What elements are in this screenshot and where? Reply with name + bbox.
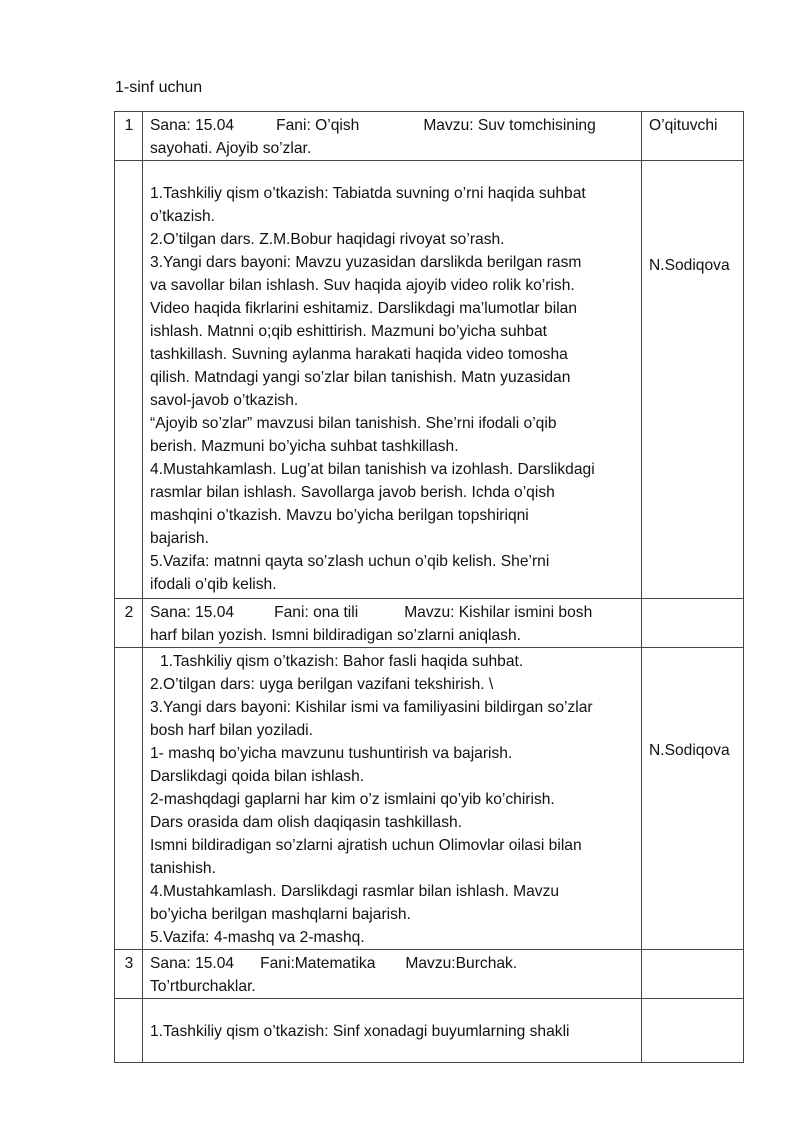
teacher-cell — [642, 648, 744, 950]
lesson-header — [143, 112, 642, 161]
empty-cell — [115, 161, 143, 599]
lesson-plan-table — [114, 111, 744, 1063]
lesson-3-header-row — [115, 950, 744, 999]
lesson-subject: Fani: O’qish — [276, 117, 360, 134]
content-line: “Ajoyib so’zlar” mavzusi bilan tanishish. She’rni ifodali o’qib — [150, 415, 557, 432]
lesson-content — [143, 161, 642, 599]
content-line: va savollar bilan ishlash. Suv haqida ajoyib video rolik ko’rish. — [150, 277, 575, 294]
empty-cell — [115, 999, 143, 1063]
content-line: 1.Tashkiliy qism o’tkazish: Tabiatda suvning o’rni haqida suhbat — [150, 185, 586, 202]
lesson-topic: Mavzu: Suv tomchisining — [423, 117, 596, 134]
content-line: 3.Yangi dars bayoni: Kishilar ismi va familiyasini bildirgan so’zlar — [150, 699, 593, 716]
lesson-header-line — [150, 601, 635, 624]
content-line: qilish. Matndagi yangi so’zlar bilan tanishish. Matn yuzasidan — [150, 369, 571, 386]
content-line: tanishish. — [150, 860, 216, 877]
content-line: 1.Tashkiliy qism o’tkazish: Sinf xonadagi buyumlarning shakli — [150, 1023, 570, 1040]
lesson-2-header-row — [115, 599, 744, 648]
teacher-header: O’qituvchi — [642, 112, 744, 161]
lesson-3-content-row — [115, 999, 744, 1063]
content-line: 1.Tashkiliy qism o’tkazish: Bahor fasli haqida suhbat. — [160, 653, 524, 670]
content-line: mashqini o’tkazish. Mavzu bo’yicha berilgan topshiriqni — [150, 507, 529, 524]
content-line: 5.Vazifa: 4-mashq va 2-mashq. — [150, 929, 365, 946]
content-line: 2.O’tilgan dars. Z.M.Bobur haqidagi rivoyat so’rash. — [150, 231, 505, 248]
teacher-name: N.Sodiqova — [649, 742, 730, 759]
lesson-number: 1 — [115, 112, 143, 161]
content-line: berish. Mazmuni bo’yicha suhbat tashkillash. — [150, 438, 459, 455]
lesson-content — [143, 648, 642, 950]
teacher-name: N.Sodiqova — [649, 257, 730, 274]
content-line: Darslikdagi qoida bilan ishlash. — [150, 768, 365, 785]
lesson-topic: Mavzu:Burchak. — [405, 955, 518, 972]
lesson-topic-continued: harf bilan yozish. Ismni bildiradigan so’zlarni aniqlash. — [150, 627, 521, 644]
lesson-header-line — [150, 952, 635, 975]
content-line: ifodali o’qib kelish. — [150, 576, 277, 593]
lesson-date: Sana: 15.04 — [150, 604, 235, 621]
empty-cell — [642, 950, 744, 999]
lesson-content — [143, 999, 642, 1063]
content-line: tashkillash. Suvning aylanma harakati haqida video tomosha — [150, 346, 568, 363]
content-line: 4.Mustahkamlash. Darslikdagi rasmlar bilan ishlash. Mavzu — [150, 883, 560, 900]
lesson-topic-continued: To’rtburchaklar. — [150, 978, 256, 995]
content-line: bosh harf bilan yoziladi. — [150, 722, 313, 739]
lesson-1-content-row — [115, 161, 744, 599]
content-line: Video haqida fikrlarini eshitamiz. Darslikdagi ma’lumotlar bilan — [150, 300, 578, 317]
content-line: Dars orasida dam olish daqiqasin tashkillash. — [150, 814, 463, 831]
document-title: 1-sinf uchun — [115, 79, 203, 96]
lesson-subject: Fani: ona tili — [274, 604, 359, 621]
empty-cell — [642, 599, 744, 648]
lesson-topic: Mavzu: Kishilar ismini bosh — [404, 604, 593, 621]
content-line: 3.Yangi dars bayoni: Mavzu yuzasidan darslikda berilgan rasm — [150, 254, 582, 271]
content-line: Ismni bildiradigan so’zlarni ajratish uchun Olimovlar oilasi bilan — [150, 837, 582, 854]
content-line: 1- mashq bo’yicha mavzunu tushuntirish va bajarish. — [150, 745, 513, 762]
lesson-date: Sana: 15.04 — [150, 117, 235, 134]
lesson-1-header-row — [115, 112, 744, 161]
content-line: bo’yicha berilgan mashqlarni bajarish. — [150, 906, 411, 923]
lesson-subject: Fani:Matematika — [260, 955, 376, 972]
content-line: savol-javob o’tkazish. — [150, 392, 299, 409]
content-line: 4.Mustahkamlash. Lug’at bilan tanishish va izohlash. Darslikdagi — [150, 461, 595, 478]
content-line: 2-mashqdagi gaplarni har kim o’z ismlaini qo’yib ko’chirish. — [150, 791, 555, 808]
lesson-date: Sana: 15.04 — [150, 955, 235, 972]
empty-cell — [642, 999, 744, 1063]
lesson-2-content-row — [115, 648, 744, 950]
lesson-number: 2 — [115, 599, 143, 648]
content-line: rasmlar bilan ishlash. Savollarga javob berish. Ichda o’qish — [150, 484, 555, 501]
content-line: 2.O’tilgan dars: uyga berilgan vazifani tekshirish. \ — [150, 676, 494, 693]
empty-cell — [115, 648, 143, 950]
content-line: 5.Vazifa: matnni qayta so’zlash uchun o’qib kelish. She’rni — [150, 553, 550, 570]
lesson-header — [143, 950, 642, 999]
lesson-header — [143, 599, 642, 648]
lesson-number: 3 — [115, 950, 143, 999]
content-line: bajarish. — [150, 530, 209, 547]
lesson-header-line — [150, 114, 635, 137]
lesson-topic-continued: sayohati. Ajoyib so’zlar. — [150, 140, 312, 157]
content-line: ishlash. Matnni o;qib eshittirish. Mazmuni bo’yicha suhbat — [150, 323, 547, 340]
content-line: o’tkazish. — [150, 208, 216, 225]
teacher-cell — [642, 161, 744, 599]
